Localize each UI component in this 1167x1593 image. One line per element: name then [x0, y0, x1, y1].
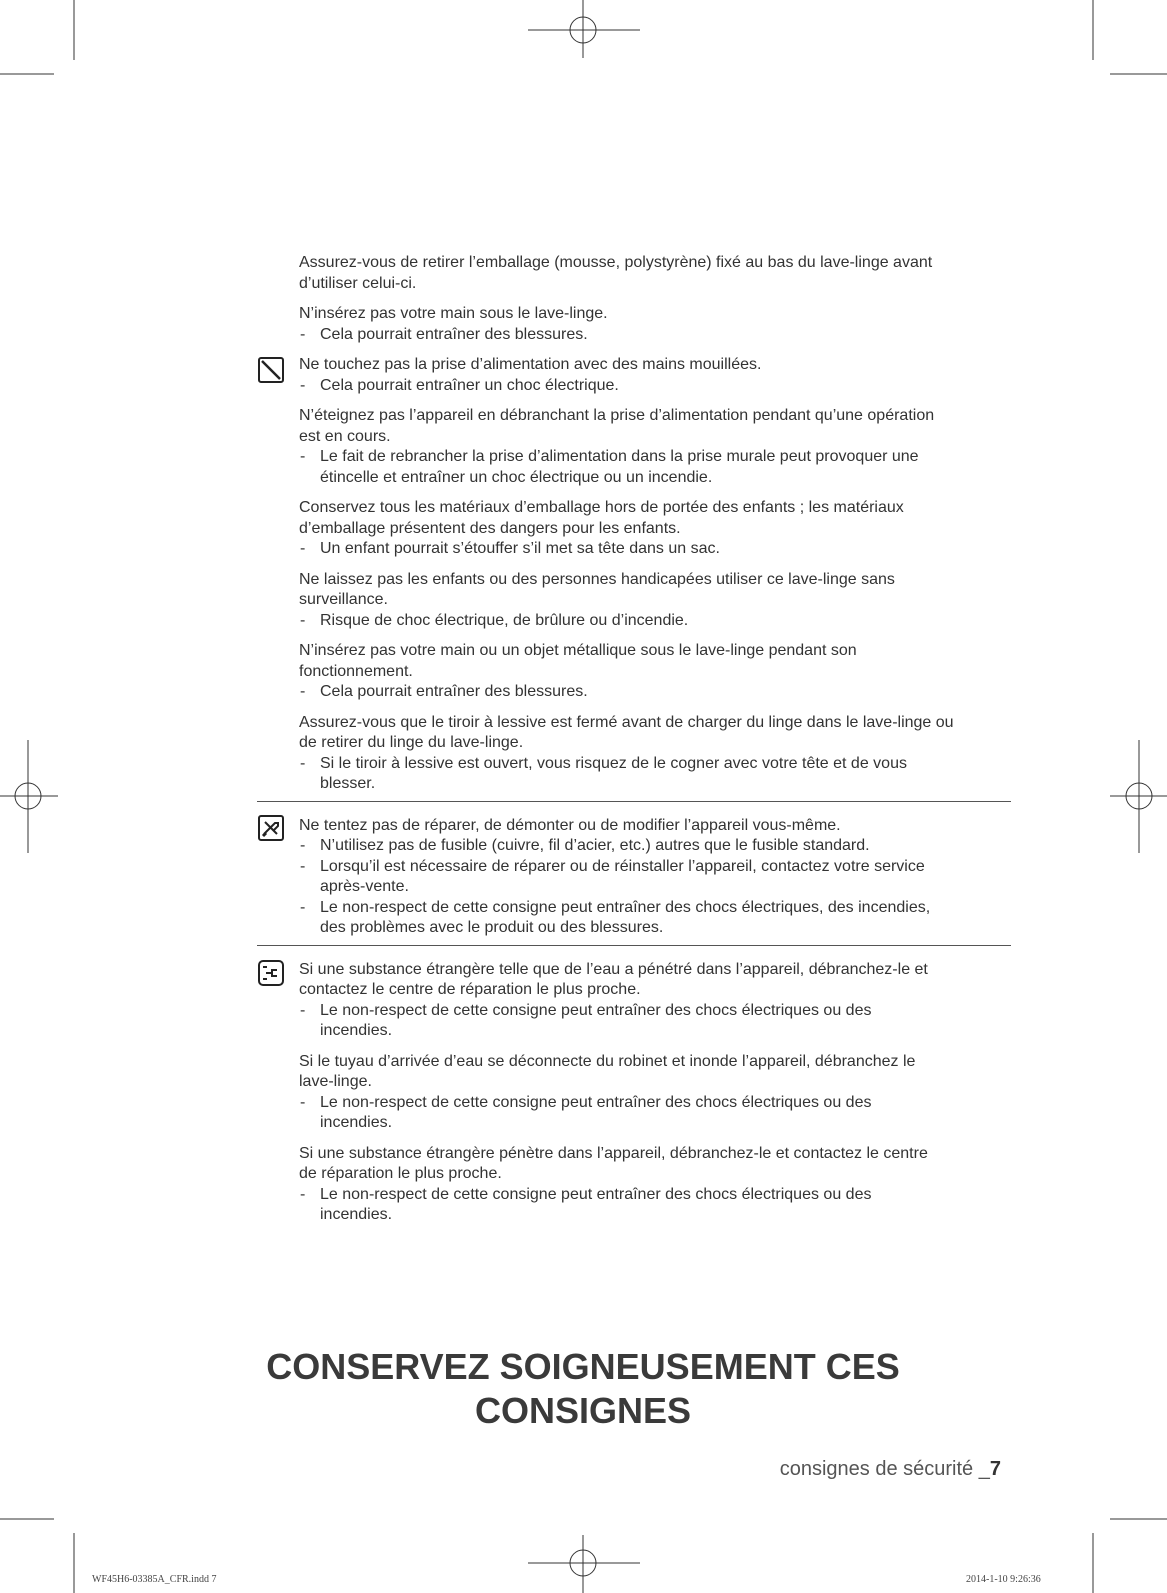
text-line: étincelle et entraîner un choc électrique ou un incendie.	[320, 468, 713, 486]
text-line: Un enfant pourrait s’étouffer s’il met sa tête dans un sac.	[320, 540, 720, 557]
text-line: N’insérez pas votre main ou un objet métallique sous le lave-linge pendant son	[299, 642, 857, 659]
instruction-no-repair	[299, 816, 1011, 939]
print-slug-file: WF45H6-03385A_CFR.indd 7	[92, 1574, 217, 1585]
text-line: après-vente.	[320, 878, 409, 895]
safety-instructions	[299, 253, 1011, 1236]
instruction-foreign-substance-water	[299, 960, 1011, 1042]
text-line: Ne laissez pas les enfants ou des personnes handicapées utiliser ce lave-linge sans	[299, 570, 895, 588]
bullet-item	[299, 898, 1011, 939]
text-line: Si le tiroir à lessive est ouvert, vous risquez de le cogner avec votre tête et de vous	[320, 754, 907, 772]
bullet-item	[299, 836, 1011, 857]
bullet-item	[299, 754, 1011, 795]
bullet-item	[299, 447, 1011, 488]
text-line: Le non-respect de cette consigne peut entraîner des chocs électriques ou des	[320, 1001, 872, 1019]
section-divider	[257, 801, 1011, 802]
text-line: Conservez tous les matériaux d’emballage hors de portée des enfants ; les matériaux	[299, 499, 904, 516]
text-line: Le fait de rebrancher la prise d’alimentation dans la prise murale peut provoquer une	[320, 448, 919, 465]
bullet-dash: -	[300, 376, 306, 394]
text-line: Assurez-vous de retirer l’emballage (mousse, polystyrène) fixé au bas du lave-linge avant	[299, 254, 933, 271]
bullet-item	[299, 611, 1011, 632]
text-line: blesser.	[320, 775, 376, 792]
page-footer-label	[780, 1458, 1001, 1481]
text-line: Si une substance étrangère pénètre dans l’appareil, débranchez-le et contactez le centre	[299, 1144, 928, 1162]
text-line: d’emballage présentent des dangers pour les enfants.	[299, 519, 681, 537]
bullet-dash: -	[300, 611, 306, 629]
text-line: de retirer du linge du lave-linge.	[299, 734, 524, 751]
closing-heading	[233, 1345, 933, 1433]
bullet-dash: -	[300, 898, 306, 916]
instruction-unplug-operation	[299, 406, 1011, 488]
text-line: N’éteignez pas l’appareil en débranchant la prise d’alimentation pendant qu’une opération	[299, 407, 935, 424]
bullet-item	[299, 1185, 1011, 1226]
text-line: incendies.	[320, 1206, 393, 1223]
instruction-wet-hands	[299, 355, 1011, 396]
text-line: Le non-respect de cette consigne peut entraîner des chocs électriques ou des	[320, 1093, 872, 1111]
bullet-item	[299, 1001, 1011, 1042]
instruction-supervision	[299, 570, 1011, 632]
bullet-item	[299, 325, 1011, 346]
text-line: des problèmes avec le produit ou des blessures.	[320, 919, 664, 936]
bullet-item	[299, 1093, 1011, 1134]
bullet-dash: -	[300, 683, 306, 700]
bullet-item	[299, 857, 1011, 898]
text-line: est en cours.	[299, 427, 391, 445]
bullet-dash: -	[300, 754, 306, 772]
section-name: consignes de sécurité _	[779, 1458, 990, 1480]
instruction-detergent-drawer	[299, 713, 1011, 795]
text-line: Le non-respect de cette consigne peut entraîner des chocs électriques ou des	[320, 1185, 872, 1203]
text-line: de réparation le plus proche.	[299, 1165, 502, 1182]
bullet-dash: -	[300, 1001, 306, 1019]
prohibition-icon	[257, 356, 285, 384]
bullet-dash: -	[300, 540, 306, 557]
text-line: fonctionnement.	[299, 662, 413, 680]
text-line: Assurez-vous que le tiroir à lessive est fermé avant de charger du linge dans le lave-linge ou	[299, 713, 954, 731]
text-line: Cela pourrait entraîner un choc électrique.	[320, 376, 619, 394]
print-slug-date: 2014-1-10 9:26:36	[966, 1574, 1041, 1585]
text-line: Ne tentez pas de réparer, de démonter ou de modifier l’appareil vous-même.	[299, 816, 841, 834]
bullet-dash: -	[300, 325, 306, 343]
text-line: Le non-respect de cette consigne peut entraîner des chocs électriques, des incendies,	[320, 898, 931, 916]
instruction-water-hose	[299, 1052, 1011, 1134]
bullet-item	[299, 376, 1011, 397]
section-divider	[257, 945, 1011, 946]
text-line: d’utiliser celui-ci.	[299, 274, 417, 292]
bullet-dash: -	[300, 1093, 306, 1111]
text-line: Cela pourrait entraîner des blessures.	[320, 325, 588, 343]
bullet-item	[299, 539, 1011, 560]
text-line: N’utilisez pas de fusible (cuivre, fil d’acier, etc.) autres que le fusible standard.	[320, 837, 870, 854]
bullet-dash: -	[300, 837, 306, 854]
text-line: contactez le centre de réparation le plus proche.	[299, 981, 641, 998]
bullet-dash: -	[300, 448, 306, 465]
text-line: Lorsqu’il est nécessaire de réparer ou de réinstaller l’appareil, contactez votre service	[320, 857, 925, 875]
unplug-icon	[257, 959, 285, 987]
instruction-hand-under	[299, 304, 1011, 345]
instruction-foreign-substance	[299, 1144, 1011, 1226]
bullet-dash: -	[300, 1185, 306, 1203]
no-disassembly-icon	[257, 814, 285, 842]
heading-line: CONSERVEZ SOIGNEUSEMENT CES	[266, 1346, 900, 1387]
instruction-metal-object	[299, 641, 1011, 703]
text-line: Si le tuyau d’arrivée d’eau se déconnecte du robinet et inonde l’appareil, débranchez le	[299, 1052, 916, 1070]
text-line: surveillance.	[299, 591, 388, 608]
text-line: Si une substance étrangère telle que de l’eau a pénétré dans l’appareil, débranchez-le et	[299, 960, 928, 978]
text-line: N’insérez pas votre main sous le lave-linge.	[299, 305, 608, 322]
text-line: incendies.	[320, 1022, 393, 1039]
text-line: Cela pourrait entraîner des blessures.	[320, 683, 588, 700]
text-line: incendies.	[320, 1114, 393, 1131]
instruction-remove-packaging	[299, 253, 1011, 294]
text-line: Ne touchez pas la prise d’alimentation avec des mains mouillées.	[299, 356, 762, 373]
instruction-packaging-children	[299, 498, 1011, 560]
heading-line: CONSIGNES	[474, 1390, 692, 1431]
page-number: 7	[989, 1458, 1001, 1480]
text-line: Risque de choc électrique, de brûlure ou d’incendie.	[320, 611, 689, 629]
text-line: lave-linge.	[299, 1073, 372, 1090]
bullet-item	[299, 682, 1011, 703]
bullet-dash: -	[300, 857, 306, 875]
